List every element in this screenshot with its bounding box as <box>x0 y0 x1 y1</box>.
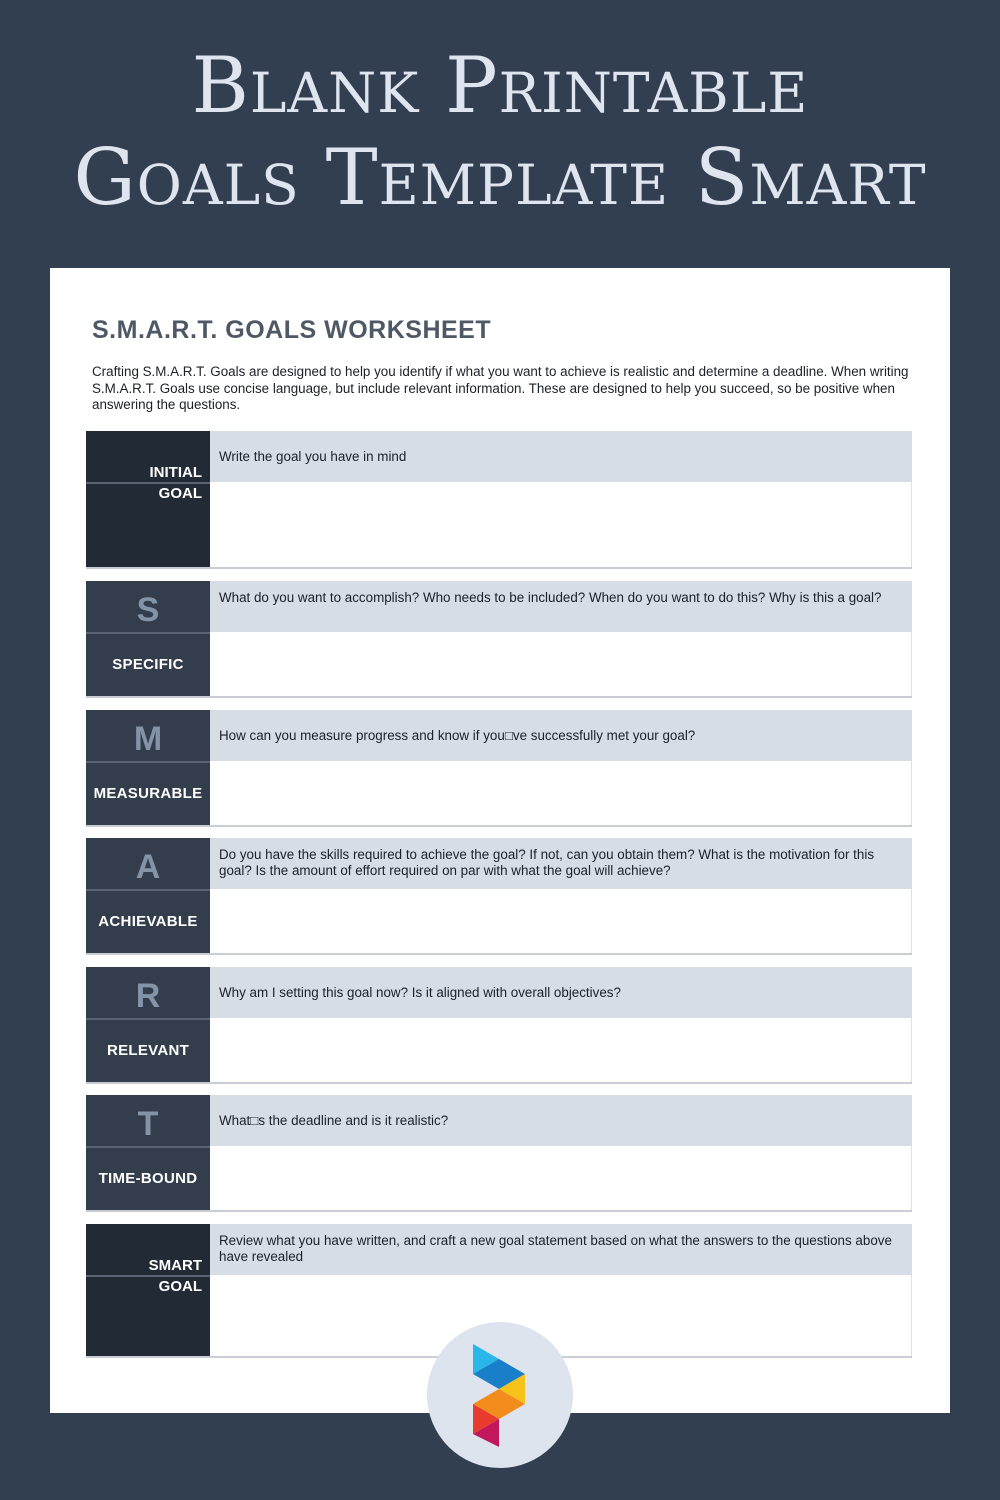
smart-goal-label-line2: GOAL <box>158 1278 202 1295</box>
measurable-prompt: How can you measure progress and know if you□ve successfully met your goal? <box>210 710 912 761</box>
measurable-row <box>86 710 912 827</box>
specific-label-block <box>86 581 210 696</box>
relevant-prompt: Why am I setting this goal now? Is it aligned with overall objectives? <box>210 967 912 1018</box>
initial-goal-label <box>150 462 203 504</box>
measurable-word: MEASURABLE <box>93 785 203 802</box>
colorful-p-logo-icon <box>427 1322 573 1468</box>
specific-prompt: What do you want to accomplish? Who needs to be included? When do you want to do this? Why is this a goal? <box>210 581 912 632</box>
relevant-answer-field[interactable] <box>210 1018 912 1082</box>
banner-title <box>0 40 1000 224</box>
achievable-row <box>86 838 912 955</box>
measurable-label-block <box>86 710 210 825</box>
banner-title-line2: Goals Template Smart <box>73 133 927 223</box>
smart-goal-label-line1: SMART <box>148 1257 202 1274</box>
specific-row <box>86 581 912 698</box>
achievable-answer-field[interactable] <box>210 889 912 953</box>
smart-goal-label-block <box>86 1224 210 1356</box>
specific-answer-field[interactable] <box>210 632 912 696</box>
measurable-answer-field[interactable] <box>210 761 912 825</box>
initial-goal-label-line2: GOAL <box>158 485 202 502</box>
worksheet-title: S.M.A.R.T. GOALS WORKSHEET <box>92 316 492 344</box>
initial-goal-row <box>86 431 912 569</box>
initial-goal-label-block <box>86 431 210 567</box>
achievable-label-block <box>86 838 210 953</box>
achievable-letter: A <box>135 848 161 886</box>
time-bound-prompt: What□s the deadline and is it realistic? <box>210 1095 912 1146</box>
specific-letter: S <box>136 591 160 629</box>
relevant-letter: R <box>135 977 161 1015</box>
measurable-letter: M <box>133 720 163 758</box>
time-bound-answer-field[interactable] <box>210 1146 912 1210</box>
banner-title-line1: Blank Printable <box>191 41 809 131</box>
initial-goal-answer-field[interactable] <box>210 482 912 567</box>
initial-goal-label-line1: INITIAL <box>149 464 202 481</box>
achievable-word: ACHIEVABLE <box>98 913 198 930</box>
smart-goal-prompt: Review what you have written, and craft a new goal statement based on what the answers to the questions above have revealed <box>210 1224 912 1275</box>
time-bound-word: TIME-BOUND <box>98 1170 198 1187</box>
relevant-label-block <box>86 967 210 1082</box>
relevant-word: RELEVANT <box>106 1042 190 1059</box>
relevant-row <box>86 967 912 1084</box>
specific-word: SPECIFIC <box>112 656 184 673</box>
worksheet-sheet <box>50 268 950 1413</box>
smart-goal-label <box>149 1255 202 1297</box>
achievable-prompt: Do you have the skills required to achieve the goal? If not, can you obtain them? What is the motivation for this goal? Is the amount of effort required on par with what the goal will achieve? <box>210 838 912 889</box>
initial-goal-prompt: Write the goal you have in mind <box>210 431 912 482</box>
logo-badge <box>427 1322 573 1468</box>
time-bound-letter: T <box>137 1105 159 1143</box>
worksheet-intro: Crafting S.M.A.R.T. Goals are designed to help you identify if what you want to achieve is realistic and determine a deadline. When writing S.M.A.R.T. Goals use concise language, but include relevant information. These are designed to help you succeed, so be positive when answering the questions. <box>92 364 909 412</box>
time-bound-row <box>86 1095 912 1212</box>
time-bound-label-block <box>86 1095 210 1210</box>
